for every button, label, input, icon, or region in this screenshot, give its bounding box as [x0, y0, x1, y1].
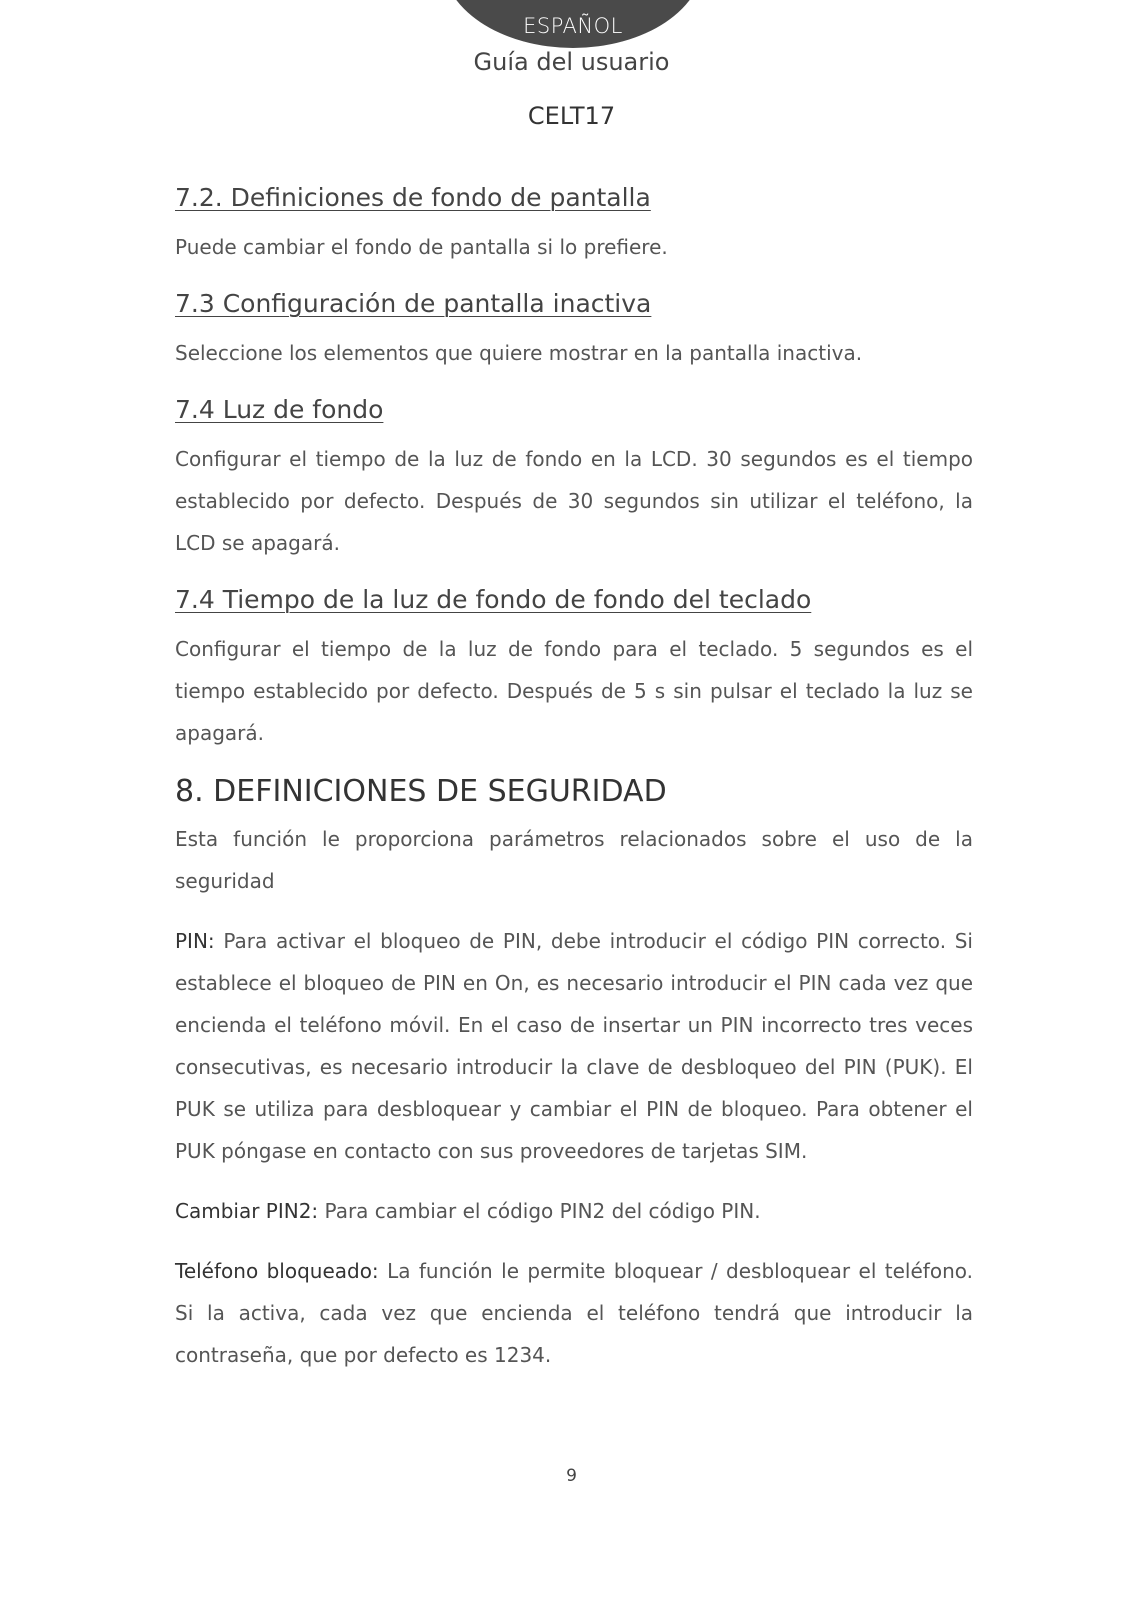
phone-lock-term: Teléfono bloqueado:: [175, 1259, 379, 1283]
language-tab: [442, 0, 704, 48]
language-label: ESPAÑOL: [523, 14, 623, 38]
section-7-4-title: 7.4 Luz de fondo: [175, 395, 384, 424]
section-8-title: 8. DEFINICIONES DE SEGURIDAD: [175, 774, 667, 809]
section-8-intro: Esta función le proporciona parámetros relacionados sobre el uso de la seguridad: [175, 827, 973, 893]
pin-term: PIN:: [175, 929, 215, 953]
section-7-4-keypad-title: 7.4 Tiempo de la luz de fondo de fondo del teclado: [175, 585, 812, 614]
pin2-paragraph: [175, 1190, 973, 1232]
pin2-body: Para cambiar el código PIN2 del código PIN.: [318, 1199, 761, 1223]
pin2-term: Cambiar PIN2:: [175, 1199, 319, 1223]
section-7-2-title: 7.2. Definiciones de fondo de pantalla: [175, 183, 651, 212]
pin-body: Para activar el bloqueo de PIN, debe introducir el código PIN correcto. Si establece el bloqueo de PIN en On, es necesario introducir el PIN cada vez que encienda el teléfono móvil. En el caso de insertar un PIN incorrecto tres veces consecutivas, es necesario introducir la clave de desbloqueo del PIN (PUK). El PUK se utiliza para desbloquear y cambiar el PIN de bloqueo. Para obtener el PUK póngase en contacto con sus proveedores de tarjetas SIM.: [175, 929, 973, 1163]
section-7-4-keypad-body: Configurar el tiempo de la luz de fondo para el teclado. 5 segundos es el tiempo establecido por defecto. Después de 5 s sin pulsar el teclado la luz se apagará.: [175, 637, 973, 745]
section-7-3-body: Seleccione los elementos que quiere mostrar en la pantalla inactiva.: [175, 341, 863, 365]
page-number: 9: [566, 1466, 577, 1486]
phone-lock-paragraph: [175, 1250, 973, 1376]
phone-lock-body: La función le permite bloquear / desbloquear el teléfono. Si la activa, cada vez que encienda el teléfono tendrá que introducir la contraseña, que por defecto es 1234.: [175, 1259, 973, 1367]
model-name: CELT17: [527, 102, 616, 130]
page-content: [175, 178, 973, 1394]
guide-title: Guía del usuario: [473, 48, 670, 76]
section-7-3-title: 7.3 Configuración de pantalla inactiva: [175, 289, 652, 318]
section-7-4-body: Configurar el tiempo de la luz de fondo en la LCD. 30 segundos es el tiempo establecido por defecto. Después de 30 segundos sin utilizar el teléfono, la LCD se apagará.: [175, 447, 973, 555]
pin-paragraph: [175, 920, 973, 1172]
section-7-2-body: Puede cambiar el fondo de pantalla si lo prefiere.: [175, 235, 668, 259]
